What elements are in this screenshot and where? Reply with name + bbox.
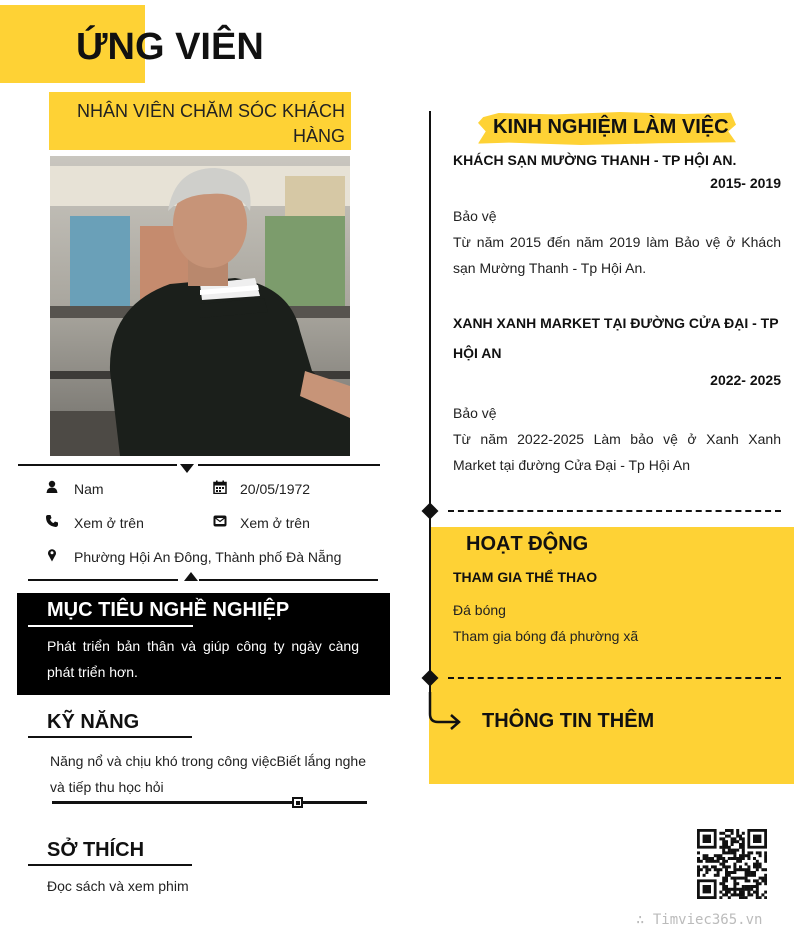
hobbies-text: Đọc sách và xem phim — [47, 878, 189, 894]
calendar-icon — [213, 480, 227, 494]
job-title-box — [49, 92, 351, 150]
hobbies-title-underline — [28, 864, 192, 866]
skills-text: Năng nổ và chịu khó trong công việcBiết lắng nghe và tiếp thu học hỏi — [50, 753, 366, 795]
experience-title: KINH NGHIỆM LÀM VIỆC — [493, 116, 729, 138]
objective-title-underline — [28, 625, 193, 627]
skill-level-track — [52, 801, 367, 804]
activity-description: Tham gia bóng đá phường xã — [453, 628, 639, 644]
experience-description: Từ năm 2022-2025 Làm bảo vệ ở Xanh Xanh Market tại đường Cửa Đại - Tp Hội An — [453, 431, 781, 473]
experience-item — [453, 308, 781, 478]
email-icon — [213, 514, 227, 528]
job-title-line1: NHÂN VIÊN CHĂM SÓC KHÁCH — [76, 101, 345, 121]
info-divider-bottom-right — [199, 579, 378, 581]
watermark-logo-icon: ∴ — [636, 912, 653, 928]
address-value: Phường Hội An Đông, Thành phố Đà Nẵng — [74, 549, 342, 565]
divider-arrow-down — [180, 464, 194, 473]
page-title: ỨNG VIÊN — [76, 26, 264, 68]
experience-position: Bảo vệ — [453, 208, 497, 224]
experience-years: 2015- 2019 — [710, 175, 781, 191]
info-divider-top-left — [18, 464, 177, 466]
divider-arrow-up — [184, 572, 198, 581]
phone-icon — [45, 514, 59, 528]
objective-title: MỤC TIÊU NGHỀ NGHIỆP — [47, 599, 290, 621]
experience-description: Từ năm 2015 đến năm 2019 làm Bảo vệ ở Khách sạn Mường Thanh - Tp Hội An. — [453, 234, 781, 276]
gender-value: Nam — [74, 481, 104, 497]
experience-company: KHÁCH SẠN MƯỜNG THANH - TP HỘI AN. — [453, 152, 737, 168]
skills-title-underline — [28, 736, 192, 738]
skill-level-slider — [52, 795, 367, 809]
experience-years: 2022- 2025 — [710, 372, 781, 388]
activities-title: HOẠT ĐỘNG — [466, 533, 589, 555]
info-divider-bottom-left — [28, 579, 178, 581]
info-divider-top-right — [198, 464, 380, 466]
section-divider-dashed — [448, 677, 781, 679]
section-divider-dashed — [448, 510, 781, 512]
skill-level-knob — [292, 797, 303, 808]
job-title-line2: HÀNG — [292, 126, 345, 146]
objective-text: Phát triển bản thân và giúp công ty ngày càng phát triển hơn. — [47, 638, 359, 680]
experience-company: XANH XANH MARKET TẠI ĐƯỜNG CỬA ĐẠI - TP HỘI AN — [453, 315, 779, 361]
skills-title: KỸ NĂNG — [47, 711, 140, 733]
watermark — [636, 912, 762, 928]
more-info-title: THÔNG TIN THÊM — [482, 710, 655, 732]
person-icon — [45, 480, 59, 494]
map-pin-icon — [45, 548, 59, 562]
activity-title: THAM GIA THỂ THAO — [453, 569, 598, 585]
qr-code — [697, 829, 767, 899]
phone-value: Xem ở trên — [74, 515, 144, 531]
candidate-photo — [50, 156, 350, 456]
birthdate-value: 20/05/1972 — [240, 481, 311, 497]
email-value: Xem ở trên — [240, 515, 310, 531]
experience-position: Bảo vệ — [453, 405, 497, 421]
timeline-diamond — [422, 503, 439, 520]
activity-role: Đá bóng — [453, 602, 506, 618]
hobbies-title: SỞ THÍCH — [47, 839, 145, 861]
watermark-text: Timviec365.vn — [652, 912, 763, 928]
arrow-right-icon — [427, 690, 463, 734]
experience-item — [453, 145, 781, 281]
